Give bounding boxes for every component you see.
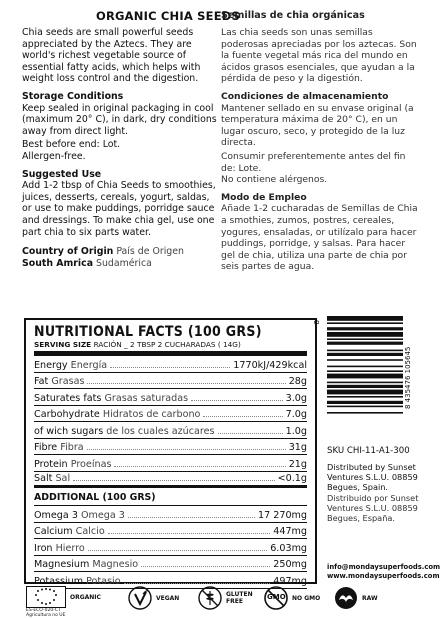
nutrient-value: 3.0g: [285, 392, 307, 404]
barcode-bar: [327, 396, 403, 398]
barcode-bar: [327, 359, 403, 361]
nutrient-name-es: de los cuales azúcares: [106, 425, 215, 437]
nutrient-value: 250mg: [273, 559, 307, 570]
nutrient-value: 7.0g: [285, 409, 307, 420]
nutrient-name-es: Potasio: [86, 575, 121, 587]
nutrient-name-en: Iron: [34, 542, 53, 554]
storage-text-es: Mantener sellado en su envase original (a temperatura máxima de 20° C), en un lugar oscuro, seco, y protegido de la luz directa.: [221, 102, 414, 149]
nutrient-value: 1.0g: [285, 425, 307, 437]
nutrient-name-es: Energía: [70, 359, 108, 371]
serving-size: [34, 340, 307, 356]
barcode-bar: [327, 374, 403, 379]
distributor-info: [327, 462, 432, 523]
intro-text-es: Las chia seeds son unas semillas poderosas apreciadas por los aztecas. Son la fuente vegetal más rica del mundo en ácidos grasos esenciales, que ayudan a la pérdida de peso y la digestión.: [221, 27, 417, 85]
nutrition-row: [34, 406, 307, 423]
nutrient-value: 21g: [288, 458, 307, 470]
allergen-es: No contiene alérgenos.: [221, 174, 328, 186]
english-column: [22, 27, 218, 269]
vegan-icon: [128, 586, 179, 610]
nutrient-name: [34, 543, 85, 554]
nutrient-name: [34, 559, 138, 570]
dot-leader: [114, 466, 285, 467]
raw-label: RAW: [362, 594, 378, 602]
nutrient-name-es: Omega 3: [80, 509, 125, 521]
storage-text-en: Keep sealed in original packaging in cool (maximum 20° C), in dark, dry conditions away from direct light.: [22, 102, 217, 137]
dot-leader: [218, 433, 283, 434]
nutrient-name: [34, 409, 200, 420]
nutrient-name: [34, 510, 125, 521]
nutrient-value: 447mg: [273, 526, 307, 537]
nutrition-row: [34, 373, 307, 390]
nutrient-name-en: Salt: [34, 473, 53, 484]
serving-label: SERVING SIZE: [34, 340, 92, 349]
nutrition-row: [34, 556, 307, 573]
nutrition-facts-table: [24, 318, 317, 587]
nutrition-row: [34, 523, 307, 540]
dot-leader: [87, 383, 285, 384]
raw-icon: [334, 586, 378, 610]
storage-heading-en: Storage Conditions: [22, 90, 124, 102]
nutrition-row: [34, 356, 307, 373]
nutrient-name-es: Grasas saturadas: [104, 392, 189, 404]
barcode-bar: [327, 401, 403, 404]
gmo-badge: GMO: [267, 593, 286, 601]
gluten-free-label: GLUTEN FREE: [226, 591, 253, 605]
nutrient-name: [34, 360, 107, 371]
nutrition-row: [34, 439, 307, 456]
nutrition-title: NUTRITIONAL FACTS (100 GRS): [34, 324, 262, 340]
barcode-bar: [327, 322, 403, 324]
spanish-column: [221, 27, 421, 275]
barcode-bar: [327, 385, 403, 388]
title-spanish: Semillas de chia orgánicas: [221, 10, 365, 21]
dot-leader: [87, 449, 286, 450]
barcode-bar: [327, 332, 403, 337]
sku-code: SKU CHI-11-A1-300: [327, 446, 410, 456]
nutrient-value: 497mg: [273, 575, 307, 587]
dot-leader: [73, 480, 275, 481]
nutrient-name-en: Fibre: [34, 442, 58, 453]
barcode-bar: [327, 412, 403, 414]
best-before-es: Consumir preferentemente antes del fin de: Lote.: [221, 150, 406, 174]
nutrient-name-en: of wich sugars: [34, 425, 104, 437]
nutrient-value: 28g: [288, 376, 307, 387]
barcode-bar: [327, 370, 403, 372]
barcode-bar: [327, 390, 403, 395]
nutrition-row: [34, 389, 307, 406]
use-heading-es: Modo de Empleo: [221, 191, 307, 203]
origin-value: South Amrica: [22, 257, 94, 269]
origin-value-line: [22, 258, 218, 270]
title-english: ORGANIC CHIA SEEDS: [96, 9, 240, 23]
nutrient-name-es: Hierro: [55, 542, 85, 554]
dot-leader: [141, 566, 270, 567]
barcode-bar: [327, 338, 403, 340]
use-heading-en: Suggested Use: [22, 168, 102, 180]
nutrient-name-en: Potassium: [34, 575, 84, 587]
origin-value-es: Sudamérica: [96, 257, 152, 269]
vegan-label: VEGAN: [156, 594, 180, 602]
nutrient-name: [34, 426, 215, 437]
organic-label: ORGANIC: [70, 593, 101, 601]
nutrition-row: [34, 506, 307, 523]
origin-label: Country of Origin: [22, 246, 114, 258]
nutrient-name-en: Saturates fats: [34, 392, 102, 404]
nutrient-name-en: Protein: [34, 458, 68, 470]
origin-label-es: País de Origen: [116, 246, 184, 258]
dot-leader: [108, 533, 271, 534]
nutrient-name: [34, 576, 121, 587]
nutrient-name-en: Energy: [34, 359, 68, 371]
nutrition-row: [34, 472, 307, 489]
storage-heading-es: Condiciones de almacenamiento: [221, 90, 389, 102]
nutrition-row: [34, 455, 307, 472]
nutrient-name-es: Hidratos de carbono: [102, 409, 201, 420]
nutrient-value: 6.03mg: [270, 542, 307, 554]
additional-heading: ADDITIONAL (100 GRS): [34, 492, 307, 506]
nutrient-name-es: Magnesio: [92, 559, 139, 570]
product-title: [96, 9, 240, 23]
origin-line: [22, 246, 218, 258]
eu-organic-leaf-icon: [26, 586, 101, 618]
nutrient-name-es: Calcio: [75, 526, 105, 537]
nutrient-value: <0.1g: [277, 473, 307, 484]
nutrient-name-es: Sal: [55, 473, 71, 484]
barcode-bar: [327, 327, 403, 330]
nutrient-name: [34, 459, 111, 470]
use-text-es: Añade 1-2 cucharadas de Semillas de Chia a smothies, zumos, postres, cereales, yogures, ensaladas, or utilízalo para hacer puddings, porridge, y salsas. Para hacer gel de chia, utiliza una parte de chia por seis partes de agua.: [221, 203, 418, 273]
use-text-en: Add 1-2 tbsp of Chia Seeds to smoothies, juices, desserts, cereals, yogurt, saldas, or use to make puddings, porridge sauce and dressings. To make chia gel, use one part chia to six parts water.: [22, 180, 216, 238]
nutrient-name: [34, 526, 105, 537]
distributor-es: Distribuido por Sunset Ventures S.L.U. 08859 Begues, España.: [327, 492, 419, 524]
nutrient-name-en: Calcium: [34, 526, 73, 537]
contact-email: info@mondaysuperfoods.com: [327, 563, 440, 571]
nutrition-row: [34, 422, 307, 439]
distributor-en: Distributed by Sunset Ventures S.L.U. 08859 Begues, Spain.: [327, 462, 418, 493]
dot-leader: [128, 517, 255, 518]
nutrient-value: 1770kJ/429kcal: [233, 359, 307, 371]
allergen-en: Allergen-free.: [22, 150, 86, 162]
dot-leader: [88, 550, 267, 551]
contact-web: [327, 563, 440, 581]
barcode-digits: 8 435476 105645: [404, 346, 412, 410]
nutrient-name: [34, 442, 84, 453]
dot-leader: [191, 400, 283, 401]
barcode-side-digit: 8: [313, 320, 321, 325]
barcode-bar: [327, 342, 403, 345]
nutrient-name-es: Fibra: [60, 442, 84, 453]
intro-text-en: Chia seeds are small powerful seeds appreciated by the Aztecs. They are world's richest vegetable source of essential fatty acids, which helps with weight loss control and the digestion.: [22, 27, 201, 85]
barcode-bar: [327, 406, 403, 408]
certification-icons: [26, 586, 426, 616]
nutrient-value: 31g: [288, 442, 307, 453]
dot-leader: [110, 367, 230, 368]
nutrient-name-en: Magnesium: [34, 559, 90, 570]
nutrient-name: [34, 393, 188, 404]
organic-cert-code: ES-ECO-020-CT Agricultura no UE: [26, 608, 66, 618]
nutrient-name-en: Carbohydrate: [34, 409, 100, 420]
dot-leader: [203, 416, 282, 417]
website-url: www.mondaysuperfoods.com: [327, 572, 440, 580]
serving-value: RACIÓN _ 2 TBSP 2 CUCHARADAS ( 14G): [93, 340, 241, 349]
nutrition-rows: [34, 356, 307, 488]
barcode-bar: [327, 366, 403, 368]
nutrient-name-en: Omega 3: [34, 509, 78, 521]
nutrient-name: [34, 473, 70, 484]
no-gmo-icon: [264, 586, 320, 610]
additional-rows: [34, 506, 307, 589]
barcode: [327, 316, 403, 440]
barcode-bar: [327, 382, 403, 384]
barcode-bar: [327, 316, 403, 321]
nutrient-name-es: Proeínas: [70, 458, 112, 470]
nutrient-name-en: Fat: [34, 376, 49, 387]
no-gmo-label: NO GMO: [292, 594, 321, 602]
nutrient-name-es: Grasas: [51, 376, 85, 387]
best-before-en: Best before end: Lot.: [22, 139, 121, 151]
barcode-bar: [327, 350, 403, 352]
dot-leader: [124, 583, 271, 584]
nutrient-value: 17 270mg: [257, 509, 307, 521]
barcode-bar: [327, 353, 403, 356]
nutrition-row: [34, 539, 307, 556]
nutrient-name: [34, 376, 84, 387]
gluten-free-icon: [198, 586, 252, 610]
